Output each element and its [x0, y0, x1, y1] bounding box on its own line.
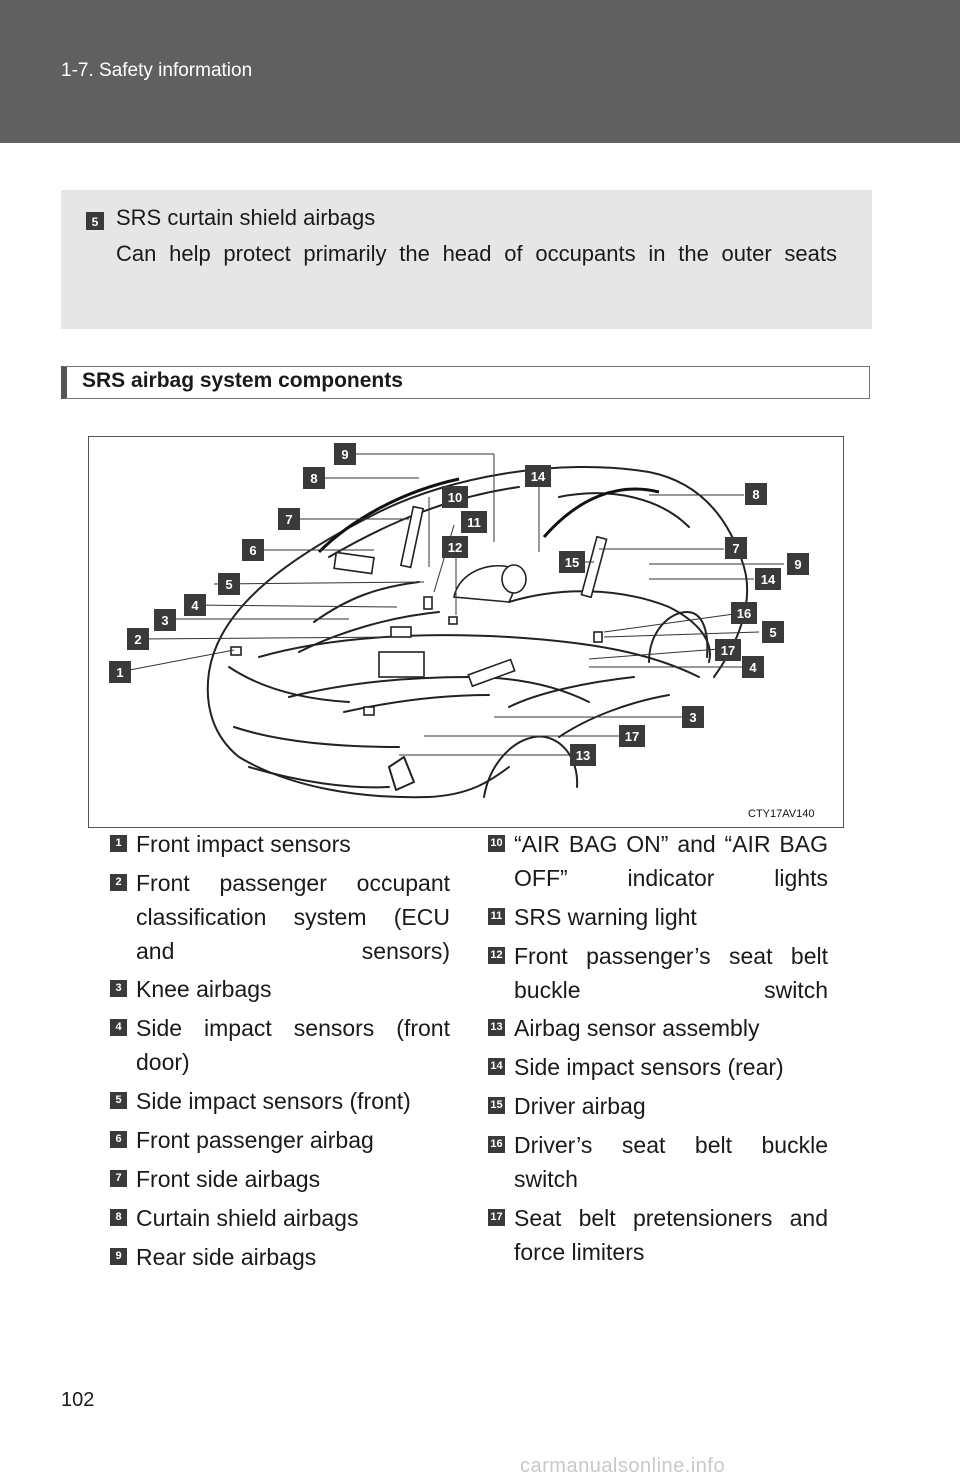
item-text: SRS warning light: [514, 904, 697, 930]
item-text: Seat belt pretensioners and force limiters: [514, 1205, 828, 1265]
svg-text:5: 5: [769, 625, 777, 640]
svg-text:8: 8: [310, 471, 318, 486]
item-number-badge: 14: [488, 1058, 505, 1075]
svg-text:1: 1: [116, 665, 124, 680]
item-number-badge: 15: [488, 1097, 505, 1114]
svg-text:17: 17: [624, 729, 640, 744]
item-number-badge: 3: [110, 980, 127, 997]
item-text: Curtain shield airbags: [136, 1205, 359, 1231]
svg-text:14: 14: [530, 469, 546, 484]
item-number-badge: 6: [110, 1131, 127, 1148]
item-number-badge: 11: [488, 908, 505, 925]
svg-text:5: 5: [225, 577, 233, 592]
item-number-badge: 16: [488, 1136, 505, 1153]
item-text: Driver airbag: [514, 1093, 646, 1119]
item-text: Rear side airbags: [136, 1244, 317, 1270]
section-title: SRS airbag system components: [82, 369, 403, 392]
page-number: 102: [61, 1389, 95, 1411]
item-text: Side impact sensors (rear): [514, 1054, 784, 1080]
figure-code: CTY17AV140: [748, 808, 815, 820]
svg-text:16: 16: [736, 606, 752, 621]
item-number-badge: 12: [488, 947, 505, 964]
item-number-badge: 8: [110, 1209, 127, 1226]
item-text: Front passenger airbag: [136, 1127, 374, 1153]
item-text: Side impact sensors (front): [136, 1088, 411, 1114]
svg-text:2: 2: [134, 632, 142, 647]
item-text: Airbag sensor assembly: [514, 1015, 760, 1041]
item-number-badge: 1: [110, 835, 127, 852]
svg-text:3: 3: [689, 710, 697, 725]
svg-text:14: 14: [760, 572, 776, 587]
item-text: Front passenger’s seat belt buckle switch: [514, 943, 828, 1003]
item-number-badge: 7: [110, 1170, 127, 1187]
note-number-badge: [86, 212, 104, 230]
svg-text:15: 15: [564, 555, 580, 570]
svg-text:8: 8: [752, 487, 760, 502]
svg-text:3: 3: [161, 613, 169, 628]
item-number-badge: 13: [488, 1019, 505, 1036]
svg-text:7: 7: [732, 541, 740, 556]
svg-text:4: 4: [749, 660, 757, 675]
svg-text:11: 11: [467, 515, 481, 530]
svg-text:7: 7: [285, 512, 293, 527]
svg-text:10: 10: [447, 490, 463, 505]
watermark: carmanualsonline.info: [520, 1455, 726, 1477]
svg-text:6: 6: [249, 543, 257, 558]
item-number-badge: 4: [110, 1019, 127, 1036]
note-title: SRS curtain shield airbags: [116, 205, 376, 230]
svg-text:4: 4: [191, 598, 199, 613]
diagram-callout-badges: [109, 443, 809, 766]
item-text: Driver’s seat belt buckle switch: [514, 1132, 828, 1192]
item-number-badge: 2: [110, 874, 127, 891]
airbag-components: [231, 507, 607, 715]
svg-text:5: 5: [91, 215, 99, 229]
item-text: Side impact sensors (front door): [136, 1015, 450, 1075]
svg-text:9: 9: [341, 447, 349, 462]
section-breadcrumb: 1-7. Safety information: [61, 60, 253, 81]
svg-text:12: 12: [447, 540, 463, 555]
svg-text:13: 13: [575, 748, 591, 763]
svg-text:9: 9: [794, 557, 802, 572]
item-number-badge: 17: [488, 1209, 505, 1226]
item-text: Front passenger occupant classification system (ECU and sensors): [136, 870, 450, 964]
item-number-badge: 5: [110, 1092, 127, 1109]
item-text: Knee airbags: [136, 976, 272, 1002]
airbag-components-figure: [88, 436, 844, 828]
car-cutaway-diagram: [89, 437, 843, 827]
item-text: Front impact sensors: [136, 831, 351, 857]
item-text: Front side airbags: [136, 1166, 321, 1192]
note-body: Can help protect primarily the head of occupants in the outer seats: [116, 241, 837, 266]
svg-text:17: 17: [720, 643, 736, 658]
item-number-badge: 10: [488, 835, 505, 852]
item-text: “AIR BAG ON” and “AIR BAG OFF” indicator lights: [514, 831, 828, 891]
item-number-badge: 9: [110, 1248, 127, 1265]
